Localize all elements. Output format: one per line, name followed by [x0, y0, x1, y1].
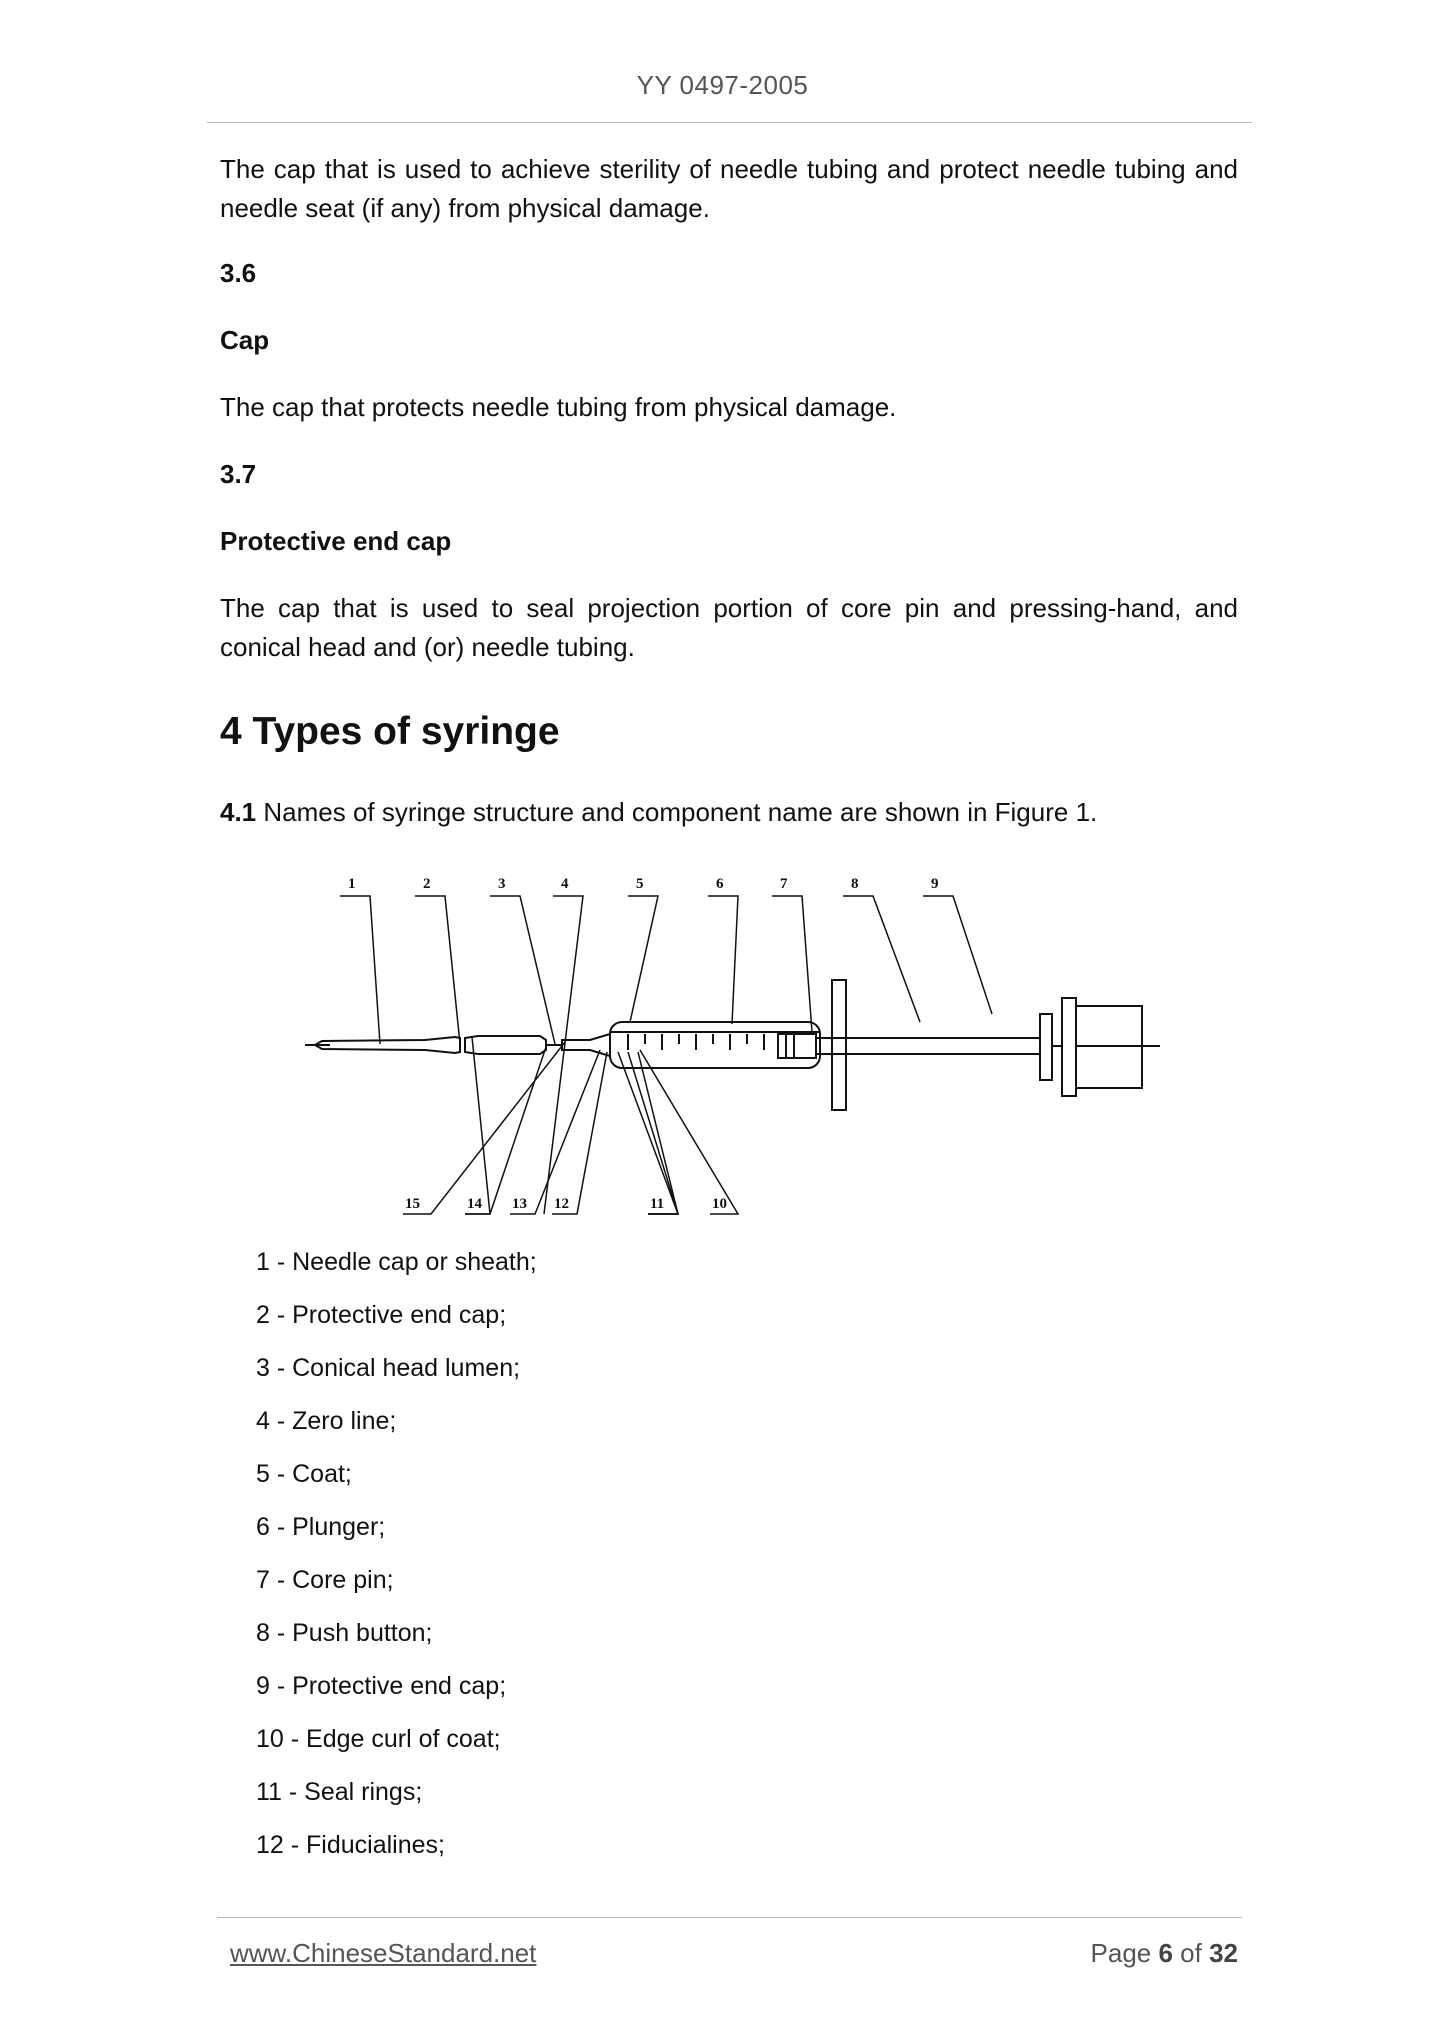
legend-item-3: 3 - Conical head lumen;: [256, 1354, 521, 1382]
callout-6: 6: [716, 876, 724, 892]
clause-3-7-number: 3.7: [220, 459, 257, 489]
callout-3: 3: [498, 876, 506, 892]
callout-14: 14: [467, 1196, 482, 1212]
figure-legend: [256, 1236, 537, 1872]
callout-13: 13: [512, 1196, 527, 1212]
clause-3-7-definition: The cap that is used to seal projection portion of core pin and pressing-hand, and conical head and (or) needle tubing.: [220, 593, 1238, 662]
page-prefix: Page: [1090, 1938, 1159, 1968]
legend-item-8: 8 - Push button;: [256, 1619, 433, 1647]
callout-9: 9: [931, 876, 939, 892]
page-number: [1091, 1938, 1238, 1969]
callout-10: 10: [712, 1196, 727, 1212]
document-code-header: YY 0497-2005: [636, 70, 809, 100]
callout-5: 5: [636, 876, 644, 892]
legend-item-11: 11 - Seal rings;: [256, 1778, 423, 1806]
callout-8: 8: [851, 876, 859, 892]
callout-7: 7: [780, 876, 788, 892]
subclause-4-1-number: 4.1: [220, 797, 257, 827]
page-content: [220, 150, 1238, 832]
callout-12: 12: [554, 1196, 569, 1212]
page-total: 32: [1209, 1938, 1238, 1968]
page-separator: of: [1172, 1938, 1210, 1968]
syringe-figure: [300, 872, 1170, 1217]
legend-item-9: 9 - Protective end cap;: [256, 1672, 507, 1700]
legend-item-1: 1 - Needle cap or sheath;: [256, 1248, 537, 1276]
footer-site-link[interactable]: www.ChineseStandard.net: [230, 1938, 537, 1968]
clause-3-6-term: Cap: [220, 325, 270, 355]
section-4-heading: 4 Types of syringe: [220, 710, 560, 753]
legend-item-12: 12 - Fiducialines;: [256, 1831, 445, 1859]
callout-15: 15: [405, 1196, 420, 1212]
legend-item-5: 5 - Coat;: [256, 1460, 352, 1488]
intro-paragraph: The cap that is used to achieve sterility of needle tubing and protect needle tubing and needle seat (if any) from physical damage.: [220, 154, 1238, 223]
clause-3-6-number: 3.6: [220, 258, 257, 288]
legend-item-10: 10 - Edge curl of coat;: [256, 1725, 501, 1753]
callout-1: 1: [348, 876, 356, 892]
legend-item-2: 2 - Protective end cap;: [256, 1301, 507, 1329]
subclause-4-1: [220, 793, 1238, 832]
callout-4: 4: [561, 876, 569, 892]
subclause-4-1-text: Names of syringe structure and component name are shown in Figure 1.: [263, 797, 1098, 827]
callout-11: 11: [650, 1196, 665, 1212]
page-current: 6: [1158, 1938, 1173, 1968]
callout-2: 2: [423, 876, 431, 892]
legend-item-4: 4 - Zero line;: [256, 1407, 397, 1435]
clause-3-7-term: Protective end cap: [220, 526, 452, 556]
header-divider: [207, 122, 1252, 123]
clause-3-6-definition: The cap that protects needle tubing from physical damage.: [220, 392, 897, 422]
footer-divider: [217, 1917, 1242, 1918]
legend-item-6: 6 - Plunger;: [256, 1513, 386, 1541]
legend-item-7: 7 - Core pin;: [256, 1566, 394, 1594]
